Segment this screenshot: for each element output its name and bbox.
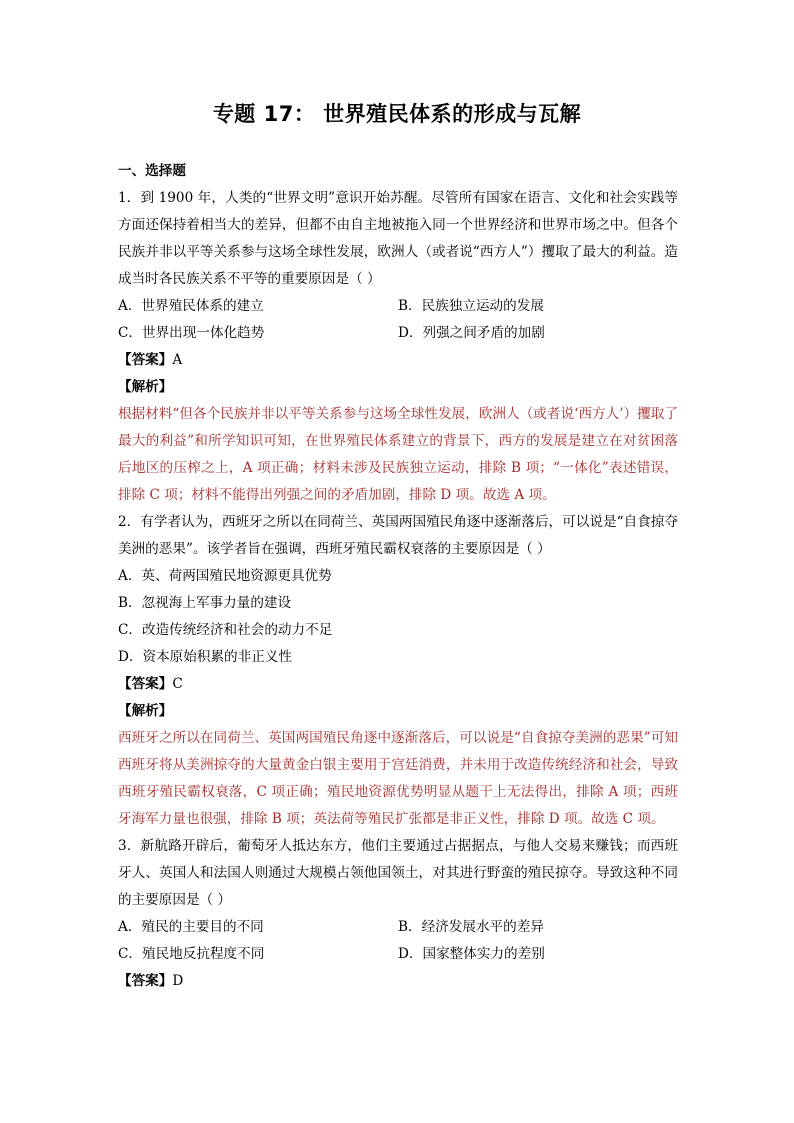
question-1-analysis: 根据材料“但各个民族并非以平等关系参与这场全球性发展，欧洲人（或者说‘西方人’）攫取了最大的利益”和所学知识可知，在世界殖民体系建立的背景下，西方的发展是建立在对贫困落后地区的压榨之上，A 项正确；材料未涉及民族独立运动，排除 B 项；“一体化”表述错误，排除 C 项；材料不能得出列强之间的矛盾加剧，排除 D 项。故选 A 项。 — [118, 406, 678, 503]
section-heading: 一、选择题 — [118, 163, 186, 179]
question-1-option-c: C．世界出现一体化趋势 — [118, 325, 265, 341]
question-1-stem: 1．到 1900 年，人类的“世界文明”意识开始苏醒。尽管所有国家在语言、文化和社会实践等方面还保持着相当大的差异，但都不由自主地被拖入同一个世界经济和世界市场之中。但各个民族并非以平等关系参与这场全球性发展，欧洲人（或者说“西方人”）攫取了最大的利益。造成当时各民族关系不平等的重要原因是（ ） — [118, 190, 678, 287]
question-1-answer — [118, 347, 678, 374]
question-1-analysis-label — [118, 374, 678, 401]
question-2 — [118, 509, 678, 833]
question-2-option-c: C．改造传统经济和社会的动力不足 — [118, 622, 333, 638]
question-1-answer-value: A — [172, 352, 183, 368]
question-3-options — [118, 914, 678, 968]
question-3-option-b: B．经济发展水平的差异 — [398, 919, 544, 935]
question-2-option-b: B．忽视海上军事力量的建设 — [118, 595, 292, 611]
question-1-options — [118, 293, 678, 347]
question-2-option-d: D．资本原始积累的非正义性 — [118, 649, 293, 665]
question-3-option-c: C．殖民地反抗程度不同 — [118, 946, 265, 962]
question-1 — [118, 185, 678, 509]
question-3-stem: 3．新航路开辟后，葡萄牙人抵达东方，他们主要通过占据据点，与他人交易来赚钱；而西班牙人、英国人和法国人则通过大规模占领他国领土，对其进行野蛮的殖民掠夺。导致这种不同的主要原因是（ ） — [118, 838, 678, 908]
question-2-answer — [118, 671, 678, 698]
question-3-answer-value: D — [172, 973, 184, 989]
question-3-option-a: A．殖民的主要目的不同 — [118, 919, 264, 935]
page-title: 专题 17： 世界殖民体系的形成与瓦解 — [212, 102, 582, 126]
question-2-option-a: A．英、荷两国殖民地资源更具优势 — [118, 568, 332, 584]
question-1-option-b: B．民族独立运动的发展 — [398, 298, 544, 314]
question-1-option-d: D．列强之间矛盾的加剧 — [398, 325, 545, 341]
question-2-options — [118, 563, 678, 671]
analysis-label: 【解析】 — [118, 703, 173, 719]
analysis-label: 【解析】 — [118, 379, 173, 395]
answer-label: 【答案】 — [118, 676, 173, 692]
question-2-analysis-label — [118, 698, 678, 725]
question-3-answer — [118, 968, 678, 995]
answer-label: 【答案】 — [118, 352, 173, 368]
document-body — [118, 158, 678, 995]
question-1-option-a: A．世界殖民体系的建立 — [118, 298, 264, 314]
question-2-analysis: 西班牙之所以在同荷兰、英国两国殖民角逐中逐渐落后，可以说是“自食掠夺美洲的恶果”可知西班牙将从美洲掠夺的大量黄金白银主要用于宫廷消费，并未用于改造传统经济和社会，导致西班牙殖民霸权衰落，C 项正确；殖民地资源优势明显从题干上无法得出，排除 A 项；西班牙海军力量也很强，排除 B 项；英法荷等殖民扩张都是非正义性，排除 D 项。故选 C 项。 — [118, 730, 678, 827]
question-2-answer-value: C — [172, 676, 183, 692]
answer-label: 【答案】 — [118, 973, 173, 989]
question-3 — [118, 833, 678, 995]
question-3-option-d: D．国家整体实力的差别 — [398, 946, 545, 962]
question-2-stem: 2．有学者认为，西班牙之所以在同荷兰、英国两国殖民角逐中逐渐落后，可以说是“自食掠夺美洲的恶果”。该学者旨在强调，西班牙殖民霸权衰落的主要原因是（ ） — [118, 514, 678, 557]
